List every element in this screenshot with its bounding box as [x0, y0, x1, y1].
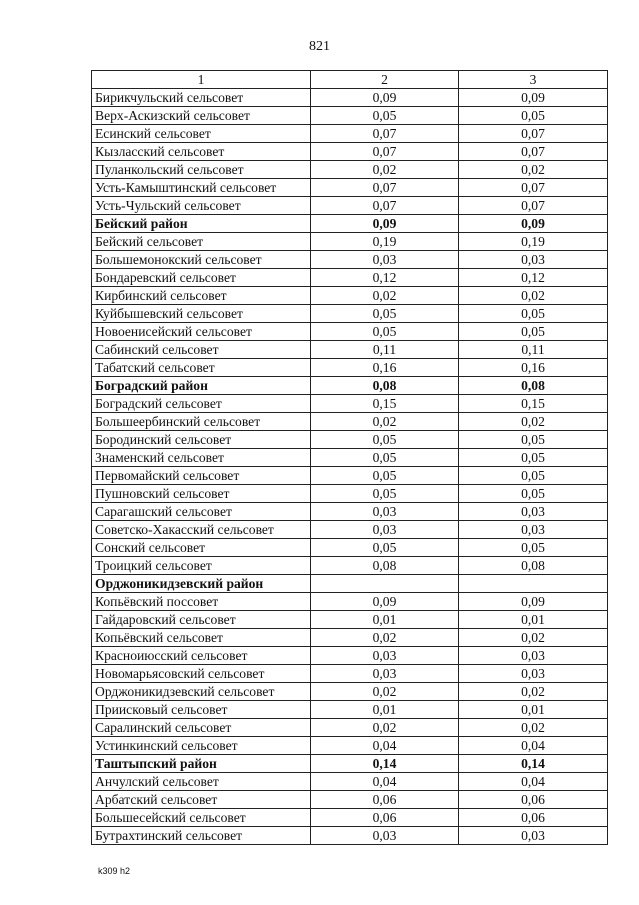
data-table — [91, 70, 608, 845]
table-row-district — [92, 377, 608, 395]
cell-name: Красноиюсский сельсовет — [92, 647, 311, 665]
cell-name: Сарагашский сельсовет — [92, 503, 311, 521]
cell-name: Копьёвский поссовет — [92, 593, 311, 611]
cell-value-3: 0,03 — [459, 665, 608, 683]
cell-name: Советско-Хакасский сельсовет — [92, 521, 311, 539]
cell-value-2: 0,12 — [311, 269, 459, 287]
cell-name: Копьёвский сельсовет — [92, 629, 311, 647]
cell-name: Сонский сельсовет — [92, 539, 311, 557]
cell-name: Бутрахтинский сельсовет — [92, 827, 311, 845]
table-row — [92, 791, 608, 809]
cell-name: Орджоникидзевский сельсовет — [92, 683, 311, 701]
cell-name: Бондаревский сельсовет — [92, 269, 311, 287]
cell-name: Устинкинский сельсовет — [92, 737, 311, 755]
cell-value-2: 0,09 — [311, 89, 459, 107]
cell-name: Гайдаровский сельсовет — [92, 611, 311, 629]
cell-name: Боградский сельсовет — [92, 395, 311, 413]
table-row — [92, 269, 608, 287]
table-row — [92, 143, 608, 161]
cell-value-2: 0,11 — [311, 341, 459, 359]
cell-value-3: 0,07 — [459, 197, 608, 215]
cell-value-3: 0,02 — [459, 287, 608, 305]
table-row — [92, 251, 608, 269]
cell-value-3: 0,07 — [459, 125, 608, 143]
cell-value-2: 0,06 — [311, 809, 459, 827]
cell-value-2: 0,03 — [311, 251, 459, 269]
table-row — [92, 557, 608, 575]
cell-value-3: 0,02 — [459, 413, 608, 431]
cell-value-2: 0,07 — [311, 197, 459, 215]
cell-value-3: 0,05 — [459, 323, 608, 341]
cell-value-2: 0,02 — [311, 683, 459, 701]
cell-name: Саралинский сельсовет — [92, 719, 311, 737]
cell-value-2: 0,19 — [311, 233, 459, 251]
table-row-district — [92, 215, 608, 233]
cell-value-2 — [311, 575, 459, 593]
cell-value-2: 0,05 — [311, 539, 459, 557]
table-row — [92, 521, 608, 539]
table-row-district — [92, 575, 608, 593]
cell-name: Знаменский сельсовет — [92, 449, 311, 467]
cell-value-3: 0,01 — [459, 701, 608, 719]
column-header-1: 1 — [92, 71, 311, 89]
cell-name: Бирикчульский сельсовет — [92, 89, 311, 107]
cell-name: Арбатский сельсовет — [92, 791, 311, 809]
table-row — [92, 287, 608, 305]
cell-name: Большеербинский сельсовет — [92, 413, 311, 431]
cell-value-3: 0,19 — [459, 233, 608, 251]
cell-value-3: 0,04 — [459, 773, 608, 791]
cell-name: Кирбинский сельсовет — [92, 287, 311, 305]
cell-value-3: 0,16 — [459, 359, 608, 377]
cell-name: Первомайский сельсовет — [92, 467, 311, 485]
cell-name: Троицкий сельсовет — [92, 557, 311, 575]
cell-value-2: 0,08 — [311, 557, 459, 575]
table-row — [92, 233, 608, 251]
cell-value-3: 0,02 — [459, 629, 608, 647]
table-row — [92, 161, 608, 179]
cell-value-2: 0,03 — [311, 647, 459, 665]
table-row — [92, 197, 608, 215]
cell-name: Пуланкольский сельсовет — [92, 161, 311, 179]
cell-value-3: 0,11 — [459, 341, 608, 359]
cell-name: Новомарьясовский сельсовет — [92, 665, 311, 683]
table-row-district — [92, 755, 608, 773]
cell-value-2: 0,07 — [311, 143, 459, 161]
cell-name: Усть-Чульский сельсовет — [92, 197, 311, 215]
table-row — [92, 449, 608, 467]
table-row — [92, 593, 608, 611]
cell-value-3: 0,09 — [459, 89, 608, 107]
cell-value-2: 0,01 — [311, 701, 459, 719]
cell-value-2: 0,05 — [311, 449, 459, 467]
cell-value-3: 0,05 — [459, 449, 608, 467]
cell-value-2: 0,05 — [311, 323, 459, 341]
cell-value-3: 0,05 — [459, 539, 608, 557]
table-row — [92, 341, 608, 359]
cell-value-3: 0,07 — [459, 143, 608, 161]
cell-name: Верх-Аскизский сельсовет — [92, 107, 311, 125]
cell-value-3: 0,01 — [459, 611, 608, 629]
cell-value-3: 0,09 — [459, 215, 608, 233]
cell-value-3: 0,03 — [459, 827, 608, 845]
cell-value-3: 0,08 — [459, 557, 608, 575]
cell-value-3: 0,03 — [459, 503, 608, 521]
page-number: 821 — [309, 39, 330, 54]
table-row — [92, 485, 608, 503]
cell-value-2: 0,02 — [311, 719, 459, 737]
cell-name: Приисковый сельсовет — [92, 701, 311, 719]
table-body — [92, 89, 608, 845]
cell-value-2: 0,05 — [311, 107, 459, 125]
table-row — [92, 107, 608, 125]
cell-value-3: 0,07 — [459, 179, 608, 197]
footer-code: k309 h2 — [98, 866, 131, 876]
cell-value-2: 0,07 — [311, 125, 459, 143]
column-header-3: 3 — [459, 71, 608, 89]
cell-value-2: 0,07 — [311, 179, 459, 197]
table-row — [92, 305, 608, 323]
cell-value-3: 0,03 — [459, 251, 608, 269]
cell-value-3: 0,03 — [459, 647, 608, 665]
cell-name: Есинский сельсовет — [92, 125, 311, 143]
cell-value-3: 0,12 — [459, 269, 608, 287]
cell-value-2: 0,02 — [311, 413, 459, 431]
cell-name: Кызласский сельсовет — [92, 143, 311, 161]
table-row — [92, 395, 608, 413]
cell-value-3: 0,02 — [459, 683, 608, 701]
cell-name: Анчулский сельсовет — [92, 773, 311, 791]
cell-name: Боградский район — [92, 377, 311, 395]
table-row — [92, 629, 608, 647]
table-row — [92, 719, 608, 737]
cell-value-2: 0,06 — [311, 791, 459, 809]
table-row — [92, 611, 608, 629]
table-row — [92, 125, 608, 143]
cell-value-2: 0,02 — [311, 287, 459, 305]
table-row — [92, 647, 608, 665]
table-row — [92, 323, 608, 341]
table-header-row — [92, 71, 608, 89]
cell-name: Куйбышевский сельсовет — [92, 305, 311, 323]
table-row — [92, 89, 608, 107]
cell-name: Новоенисейский сельсовет — [92, 323, 311, 341]
cell-value-3: 0,06 — [459, 791, 608, 809]
cell-name: Большесейский сельсовет — [92, 809, 311, 827]
cell-value-2: 0,14 — [311, 755, 459, 773]
table-row — [92, 503, 608, 521]
table-row — [92, 539, 608, 557]
cell-value-3: 0,02 — [459, 161, 608, 179]
cell-value-2: 0,05 — [311, 431, 459, 449]
table-row — [92, 359, 608, 377]
cell-name: Сабинский сельсовет — [92, 341, 311, 359]
table-row — [92, 431, 608, 449]
cell-value-2: 0,03 — [311, 503, 459, 521]
table-row — [92, 827, 608, 845]
cell-value-3: 0,06 — [459, 809, 608, 827]
cell-value-3: 0,05 — [459, 431, 608, 449]
cell-value-2: 0,09 — [311, 593, 459, 611]
table-row — [92, 413, 608, 431]
table-row — [92, 809, 608, 827]
cell-value-2: 0,03 — [311, 665, 459, 683]
cell-name: Большемонокский сельсовет — [92, 251, 311, 269]
cell-value-2: 0,03 — [311, 521, 459, 539]
cell-name: Усть-Камыштинский сельсовет — [92, 179, 311, 197]
cell-value-3: 0,05 — [459, 107, 608, 125]
cell-value-2: 0,16 — [311, 359, 459, 377]
column-header-2: 2 — [311, 71, 459, 89]
cell-value-3 — [459, 575, 608, 593]
cell-value-3: 0,09 — [459, 593, 608, 611]
cell-value-2: 0,02 — [311, 629, 459, 647]
cell-value-2: 0,05 — [311, 485, 459, 503]
cell-value-2: 0,03 — [311, 827, 459, 845]
cell-name: Табатский сельсовет — [92, 359, 311, 377]
cell-value-2: 0,04 — [311, 737, 459, 755]
cell-value-3: 0,05 — [459, 305, 608, 323]
cell-value-2: 0,02 — [311, 161, 459, 179]
cell-value-2: 0,09 — [311, 215, 459, 233]
cell-value-3: 0,05 — [459, 467, 608, 485]
cell-value-2: 0,08 — [311, 377, 459, 395]
cell-value-3: 0,05 — [459, 485, 608, 503]
table-row — [92, 683, 608, 701]
cell-value-2: 0,05 — [311, 305, 459, 323]
cell-value-3: 0,14 — [459, 755, 608, 773]
cell-value-2: 0,01 — [311, 611, 459, 629]
table-row — [92, 773, 608, 791]
cell-value-3: 0,15 — [459, 395, 608, 413]
cell-name: Бейский район — [92, 215, 311, 233]
cell-value-2: 0,05 — [311, 467, 459, 485]
table-row — [92, 665, 608, 683]
cell-value-3: 0,03 — [459, 521, 608, 539]
table-row — [92, 701, 608, 719]
cell-value-3: 0,02 — [459, 719, 608, 737]
table-row — [92, 467, 608, 485]
table-row — [92, 737, 608, 755]
cell-value-3: 0,04 — [459, 737, 608, 755]
cell-name: Бейский сельсовет — [92, 233, 311, 251]
cell-value-2: 0,15 — [311, 395, 459, 413]
cell-value-3: 0,08 — [459, 377, 608, 395]
cell-name: Орджоникидзевский район — [92, 575, 311, 593]
cell-value-2: 0,04 — [311, 773, 459, 791]
cell-name: Таштыпский район — [92, 755, 311, 773]
cell-name: Бородинский сельсовет — [92, 431, 311, 449]
cell-name: Пушновский сельсовет — [92, 485, 311, 503]
table-row — [92, 179, 608, 197]
